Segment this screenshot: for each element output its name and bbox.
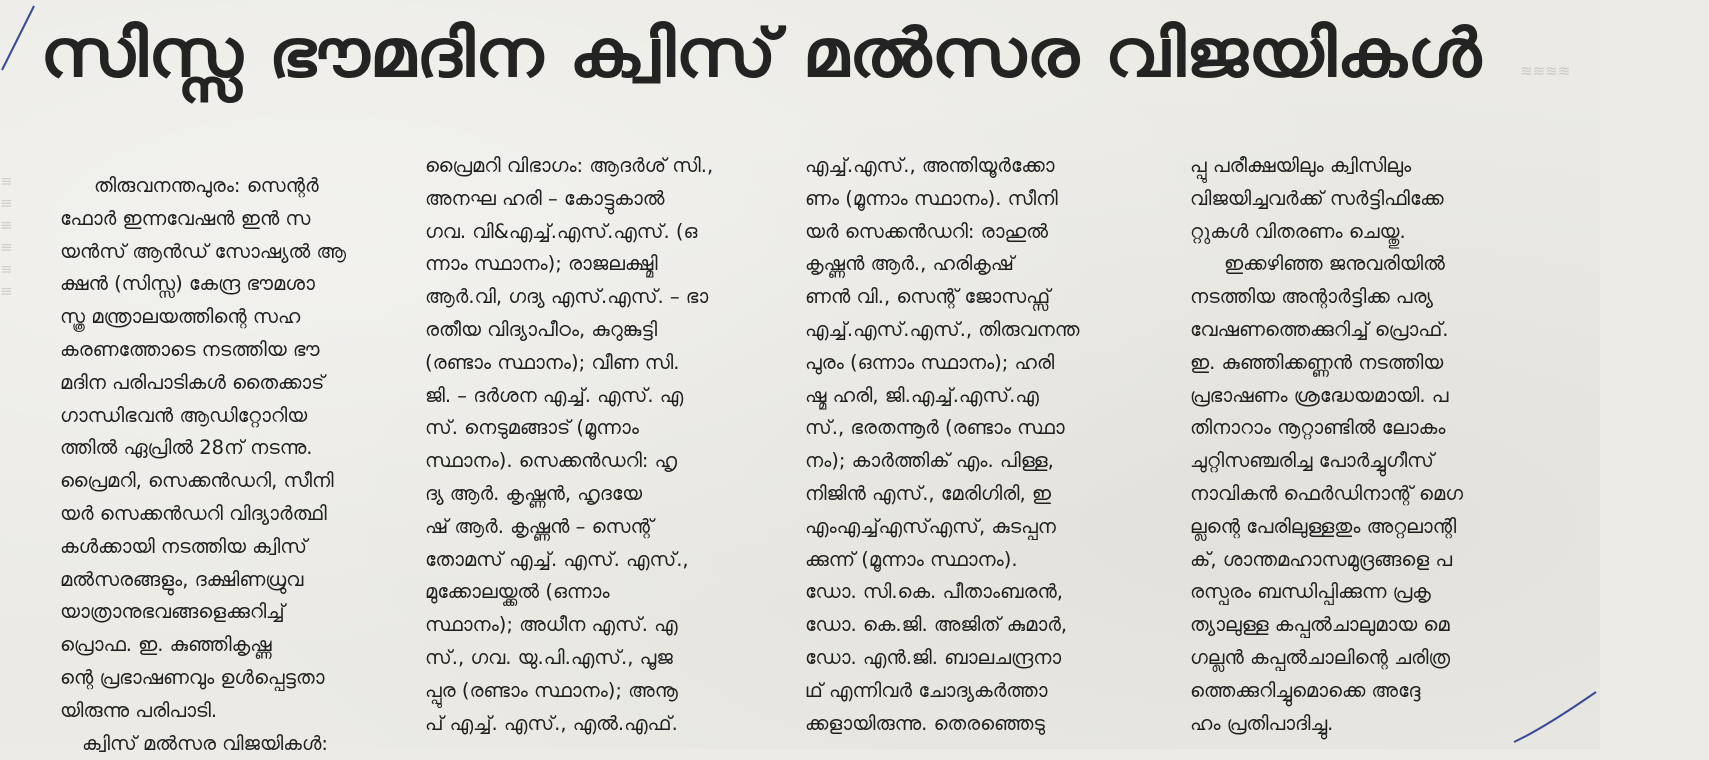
show-through-texture: ≡ ≡ ≡ ≡ ≡ ≡: [0, 172, 13, 300]
text-line: എംഎച്ച്എസ്എസ്, കുടപ്പന: [805, 514, 1056, 538]
text-line: മദിന പരിപാടികൾ തൈക്കാട്: [60, 370, 325, 394]
text-line: തിനാറാം നൂറ്റാണ്ടിൽ ലോകം: [1190, 416, 1446, 440]
headline: സിസ്സ ഭൗമദിന ക്വിസ് മൽസര വിജയികൾ: [40, 15, 1482, 92]
text-line: ണം (മൂന്നാം സ്ഥാനം). സീനി: [805, 186, 1058, 210]
text-line: പ്രഭാഷണം ശ്രദ്ധേയമായി. പ: [1190, 383, 1449, 407]
text-line: ഇ. കുഞ്ഞിക്കണ്ണൻ നടത്തിയ: [1190, 350, 1444, 374]
text-line: പ്രൊഫ. ഇ. കുഞ്ഞികൃഷ്ണ: [60, 633, 272, 657]
text-line: സ്ഥാനം). സെക്കൻഡറി: ഹൃ: [425, 449, 678, 473]
text-line: ദ്യ ആർ. കൃഷ്ണൻ, ഹൃദയേ: [425, 481, 643, 505]
text-line: രതീയ വിദ്യാപീഠം, കുറുങ്കുട്ടി: [425, 317, 658, 341]
text-line: ഷ്മ ഹരി, ജി.എച്ച്.എസ്.എ: [805, 383, 1039, 407]
text-line: ത്യാലുള്ള കപ്പൽചാലുമായ മെ: [1190, 613, 1450, 637]
text-line: മുക്കോലയ്ക്കൽ (ഒന്നാം: [425, 580, 610, 604]
text-line: ഥ് എന്നിവർ ചോദ്യകർത്താ: [805, 678, 1048, 702]
text-line: പുരം (ഒന്നാം സ്ഥാനം); ഹരി: [805, 350, 1055, 374]
text-line: ഗാന്ധിഭവൻ ആഡിറ്റോറിയ: [60, 403, 308, 427]
text-line: ക്കളായിരുന്നു. തെരഞ്ഞെടു: [805, 711, 1045, 735]
text-line: ഗവ. വി&എച്ച്.എസ്.എസ്. (ഒ: [425, 219, 698, 243]
text-line: ന്നാം സ്ഥാനം); രാജലക്ഷ്മി: [425, 252, 658, 276]
text-line: ഡോ. കെ.ജി. അജിത് കുമാർ,: [805, 613, 1068, 637]
text-line: യർ സെക്കൻഡറി: രാഹുൽ: [805, 219, 1049, 243]
article-column-2: [425, 150, 770, 735]
text-line: ഷ് ആർ. കൃഷ്ണൻ – സെന്റ്: [425, 514, 654, 538]
text-line: സ്ഥാനം); അധീന എസ്. എ: [425, 613, 678, 637]
text-line: യൻസ് ആൻഡ് സോഷ്യൽ ആ: [60, 239, 347, 263]
text-line: (രണ്ടാം സ്ഥാനം); വീണ സി.: [425, 350, 680, 374]
text-line: നടത്തിയ അന്റാർട്ടിക്ക പര്യ: [1190, 285, 1433, 309]
text-line: ത്തെക്കുറിച്ചുമൊക്കെ അദ്ദേ: [1190, 678, 1421, 702]
text-line: സ്., ഗവ. യു.പി.എസ്., പൂജ: [425, 645, 673, 669]
text-line: യാത്രാനുഭവങ്ങളെക്കുറിച്ച്: [60, 600, 285, 624]
text-line: നം); കാർത്തിക് എം. പിള്ള,: [805, 449, 1054, 473]
text-line: പ്രൈമറി വിഭാഗം: ആദർശ് സി.,: [425, 154, 714, 177]
text-line: കൾക്കായി നടത്തിയ ക്വിസ്: [60, 534, 307, 558]
article-column-4: [1190, 150, 1530, 735]
text-line: കരണത്തോടെ നടത്തിയ ഭൗ: [60, 337, 320, 361]
text-line: ആർ.വി, ഗദ്യ എസ്.എസ്. – ഭാ: [425, 285, 709, 309]
text-line: ക്വിസ് മൽസര വിജയികൾ:: [82, 731, 329, 755]
text-line: വിജയിച്ചവർക്ക് സർട്ടിഫിക്കേ: [1190, 186, 1444, 210]
text-line: ഹം പ്രതിപാദിച്ചു.: [1190, 711, 1334, 735]
text-line: നാവികൻ ഫെർഡിനാന്റ് മെഗ: [1190, 481, 1463, 505]
text-line: എച്ച്.എസ്.എസ്., തിരുവനന്ത: [805, 317, 1080, 341]
text-line: സ്. നെടുമങ്ങാട് (മൂന്നാം: [425, 416, 639, 440]
text-line: അനഘ ഹരി – കോട്ടുകാൽ: [425, 186, 665, 210]
text-line: കൃഷ്ണൻ ആർ., ഹരികൃഷ്: [805, 252, 1014, 276]
pen-mark-top-left: [0, 0, 40, 80]
text-line: ഗല്ലൻ കപ്പൽചാലിന്റെ ചരിത്ര: [1190, 645, 1451, 669]
text-line: മൽസരങ്ങളും, ദക്ഷിണധ്രുവ: [60, 567, 304, 591]
text-line: ഇക്കഴിഞ്ഞ ജനുവരിയിൽ: [1224, 252, 1445, 276]
text-line: ഡോ. എൻ.ജി. ബാലചന്ദ്രനാ: [805, 645, 1062, 669]
text-line: ക്ഷൻ (സിസ്സ) കേന്ദ്ര ഭൗമശാ: [60, 272, 315, 296]
text-line: തിരുവനന്തപുരം: സെന്റർ: [94, 174, 319, 197]
text-line: സ്., ഭരതന്നൂർ (രണ്ടാം സ്ഥാ: [805, 416, 1065, 440]
text-line: സ്ത്ര മന്ത്രാലയത്തിന്റെ സഹ: [60, 305, 301, 329]
text-line: ജി. – ദർശന എച്ച്. എസ്. എ: [425, 383, 684, 407]
text-line: പ് എച്ച്. എസ്., എൽ.എഫ്.: [425, 711, 678, 735]
text-line: ക്കുന്ന് (മൂന്നാം സ്ഥാനം).: [805, 547, 1018, 571]
text-line: ക്, ശാന്തമഹാസമുദ്രങ്ങളെ പ: [1190, 547, 1452, 571]
article-column-1: [60, 170, 390, 755]
text-line: പ്പുര (രണ്ടാം സ്ഥാനം); അനൂ: [425, 678, 678, 702]
text-line: എച്ച്.എസ്., അന്തിയൂർക്കോ: [805, 154, 1055, 177]
text-line: ത്തിൽ ഏപ്രിൽ 28ന് നടന്നു.: [60, 436, 313, 460]
text-line: ണൻ വി., സെന്റ് ജോസഫ്സ്: [805, 285, 1051, 309]
text-line: പ്പു പരീക്ഷയിലും ക്വിസിലും: [1190, 154, 1412, 177]
text-line: യിരുന്നു പരിപാടി.: [60, 698, 218, 722]
text-line: രസ്പരം ബന്ധിപ്പിക്കുന്ന പ്രകൃ: [1190, 580, 1431, 604]
text-line: ല്ലന്റെ പേരിലുള്ളതും അറ്റലാന്റി: [1190, 514, 1457, 538]
text-line: നിജിൻ എസ്., മേരിഗിരി, ഇ: [805, 481, 1052, 505]
article-column-3: [805, 150, 1150, 735]
text-line: ഡോ. സി.കെ. പീതാംബരൻ,: [805, 580, 1063, 604]
text-line: റ്റുകൾ വിതരണം ചെയ്തു.: [1190, 219, 1406, 243]
text-line: യർ സെക്കൻഡറി വിദ്യാർത്ഥി: [60, 501, 327, 525]
text-line: ന്റെ പ്രഭാഷണവും ഉൾപ്പെട്ടതാ: [60, 665, 325, 689]
text-line: ഫോർ ഇന്നവേഷൻ ഇൻ സ: [60, 206, 311, 230]
text-line: തോമസ് എച്ച്. എസ്. എസ്.,: [425, 547, 689, 571]
text-line: വേഷണത്തെക്കുറിച്ച് പ്രൊഫ്.: [1190, 317, 1449, 341]
show-through-texture: ≋≋≋≋: [1520, 62, 1571, 80]
text-line: പ്രൈമറി, സെക്കൻഡറി, സീനി: [60, 469, 334, 493]
text-line: ചുറ്റിസഞ്ചരിച്ച പോർച്ചുഗീസ്: [1190, 449, 1434, 473]
